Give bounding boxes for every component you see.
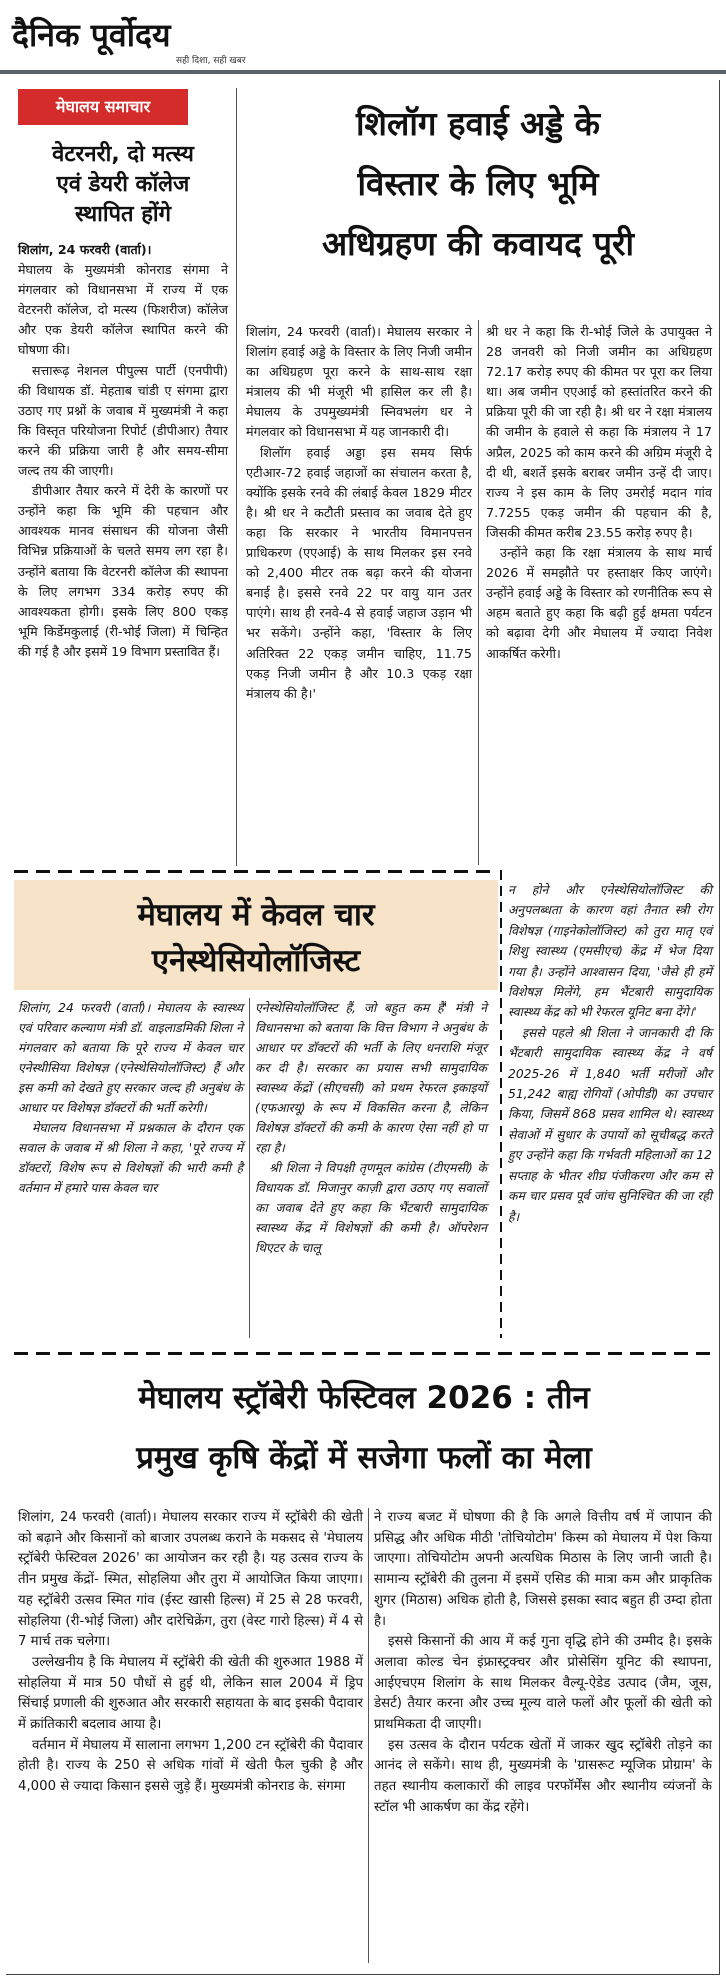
column-rule xyxy=(236,88,237,866)
column-rule xyxy=(478,320,479,865)
masthead-rule xyxy=(0,70,726,74)
masthead xyxy=(0,0,726,74)
story1-dateline: शिलांग, 24 फरवरी (वार्ता)। xyxy=(18,242,152,257)
story1-headline: वेटरनरी, दो मत्स्य एवं डेयरी कॉलेज स्थापित होंगे xyxy=(52,142,194,227)
story2-col1: शिलांग, 24 फरवरी (वार्ता)। मेघालय सरकार ने शिलांग हवाई अड्डे के विस्तार के लिए निजी जमीन का अधिग्रहण पूरा करने के साथ-साथ रक्षा मंत्रालय की भी मंजूरी भी हासिल कर ली है। मेघालय के उपमुख्यमंत्री स्निवभलंग धर ने मंगलवार को विधानसभा में यह जानकारी दी। शिलॉग हवाई अड्डा इस समय सिर्फ एटीआर-72 हवाई जहाजों का संचालन करता है, क्योंकि इसके रनवे की लंबाई केवल 1829 मीटर है। श्री धर ने कटौती प्रस्ताव का जवाब देते हुए कहा कि सरकार ने भारतीय विमानपत्तन प्राधिकरण (एएआई) के साथ मिलकर इस रनवे को 2,400 मीटर तक बढ़ा करने की योजना बनाई है। इससे रनवे 22 पर वायु यान उतर पाएंगे। साथ ही रनवे-4 से हवाई जहाज उड़ान भी भर सकेंगे। उन्होंने कहा, 'विस्तार के लिए अतिरिक्त 22 एकड़ जमीन चाहिए, 11.75 एकड़ निजी जमीन है और 10.3 एकड़ रक्षा मंत्रालय की है।' xyxy=(246,324,472,701)
story3-col3: न होने और एनेस्थेसियोलॉजिस्ट की अनुपलब्धता के कारण वहां तैनात स्त्री रोग विशेषज्ञ (गाइनेकोलॉजिस्ट) को तुरा मातृ एवं शिशु स्वास्थ्य (एमसीएच) केंद्र में भेज दिया गया है। उन्होंने आश्वासन दिया, 'जैसे ही हमें विशेषज्ञ मिलेंगे, हम भैंटबारी सामुदायिक स्वास्थ्य केंद्र को भी रेफरल यूनिट बना देंगे।' इससे पहले श्री शिला ने जानकारी दी कि भैंटबारी सामुदायिक स्वास्थ्य केंद्र ने वर्ष 2025-26 में 1,840 भर्ती मरीजों और 51,242 बाह्य रोगियों (ओपीडी) का उपचार किया, जिसमें 868 प्रसव शामिल थे। स्वास्थ्य सेवाओं में सुधार के उपायों को सूचीबद्ध करते हुए उन्होंने कहा कि गर्भवती महिलाओं का 12 सप्ताह के भीतर शीघ्र पंजीकरण और कम से कम चार प्रसव पूर्व जांच सुनिश्चित की जा रही है। xyxy=(508,883,712,1224)
story4-col2: ने राज्य बजट में घोषणा की है कि अगले वित्तीय वर्ष में जापान की प्रसिद्ध और अधिक मीठी 'तोचियोटोम' किस्म को मेघालय में पेश किया जाएगा। तोचियोटोम अपनी अत्यधिक मिठास के लिए जानी जाती है। सामान्य स्ट्रॉबेरी की तुलना में इसमें एसिड की मात्रा कम और प्राकृतिक शुगर (मिठास) अधिक होती है, जिससे इसका स्वाद बहुत ही उम्दा होता है। इससे किसानों की आय में कई गुना वृद्धि होने की उम्मीद है। इसके अलावा कोल्ड चेन इंफ्रास्ट्रक्चर और प्रोसेसिंग यूनिट की स्थापना, आईएचएम शिलांग के साथ मिलकर वैल्यू-ऐडेड उत्पाद (जैम, जूस, डेसर्ट) तैयार करना और उच्च मूल्य वाले फलों और फूलों की खेती को प्राथमिकता दी जाएगी। इस उत्सव के दौरान पर्यटक खेतों में जाकर खुद स्ट्रॉबेरी तोड़ने का आनंद ले सकेंगे। साथ ही, मुख्यमंत्री के 'ग्रासरूट म्यूजिक प्रोग्राम' के तहत स्थानीय कलाकारों की लाइव परफॉर्मेंस और स्थानीय व्यंजनों के स्टॉल भी आकर्षण का केंद्र रहेंगे। xyxy=(374,1510,712,1815)
story1-body: शिलांग, 24 फरवरी (वार्ता)। मेघालय के मुख्यमंत्री कोनराड संगमा ने मंगलवार को विधानसभा में राज्य में एक वेटरनरी कॉलेज, दो मत्स्य (फिशरीज) कॉलेज और एक डेयरी कॉलेज स्थापित करने की घोषणा की। सत्तारूढ़ नेशनल पीपुल्स पार्टी (एनपीपी) की विधायक डॉ. मेहताब चांडी ए संगमा द्वारा उठाए गए प्रश्नों के जवाब में मुख्यमंत्री ने कहा कि विस्तृत परियोजना रिपोर्ट (डीपीआर) तैयार करने की प्रक्रिया जारी है और समय-सीमा जल्द तय की जाएगी। डीपीआर तैयार करने में देरी के कारणों पर उन्होंने कहा कि भूमि की पहचान और आवश्यक मानव संसाधन की योजना जैसी विभिन्न प्रक्रियाओं के चलते समय लग रहा है। उन्होंने बताया कि वेटरनरी कॉलेज की स्थापना के लिए लगभग 334 करोड़ रुपए की आवश्यकता होगी। इसके लिए 800 एकड़ भूमि किर्डेमकुलाई (री-भोई जिला) में चिन्हित की गई है और इसमें 19 विभाग प्रस्तावित हैं। xyxy=(18,242,228,659)
svg-text:दैनिक पूर्वोदय: दैनिक पूर्वोदय xyxy=(12,16,171,54)
story2-headline: शिलॉग हवाई अड्डे के विस्तार के लिए भूमि अधिग्रहण की कवायद पूरी xyxy=(321,104,635,263)
story3-col2: एनेस्थेसियोलॉजिस्ट हैं, जो बहुत कम हैं' मंत्री ने विधानसभा को बताया कि वित्त विभाग ने अनुबंध के आधार पर डॉक्टरों की भर्ती के लिए धनराशि मंजूर कर दी है। सरकार का प्रयास सभी सामुदायिक स्वास्थ्य केंद्रों (सीएचसी) को प्रथम रेफरल इकाइयों (एफआरयू) के रूप में विकसित करना है, लेकिन विशेषज्ञ डॉक्टरों की कमी के कारण ऐसा नहीं हो पा रहा है। श्री शिला ने विपक्षी तृणमूल कांग्रेस (टीएमसी) के विधायक डॉ. मिजानुर काज़ी द्वारा उठाए गए सवालों का जवाब देते हुए कहा कि भैंटबारी सामुदायिक स्वास्थ्य केंद्र में विशेषज्ञों की कमी है। ऑपरेशन थिएटर के चालू xyxy=(255,1001,487,1255)
column-rule xyxy=(368,1508,369,1963)
masthead-logo xyxy=(0,0,300,70)
section-label: मेघालय समाचार xyxy=(18,89,188,125)
news-page xyxy=(6,80,720,1975)
story3-headline: मेघालय में केवल चार एनेस्थेसियोलॉजिस्ट xyxy=(137,897,375,979)
section-separator xyxy=(14,1352,714,1355)
column-rule-dashed xyxy=(500,870,502,1338)
story4-headline: मेघालय स्ट्रॉबेरी फेस्टिवल 2026 : तीन प्रमुख कृषि केंद्रों में सजेगा फलों का मेला xyxy=(136,1380,592,1476)
story3-col1: शिलांग, 24 फरवरी (वार्ता)। मेघालय के स्वास्थ्य एवं परिवार कल्याण मंत्री डॉ. वाइलाडमिकी शिला ने मंगलवार को बताया कि पूरे राज्य में केवल चार एनेस्थीसिया विशेषज्ञ (एनेस्थेसियोलॉजिस्ट) हैं और इस कमी को देखते हुए सरकार जल्द ही अनुबंध के आधार पर विशेषज्ञ डॉक्टरों की भर्ती करेगी। मेघालय विधानसभा में प्रश्नकाल के दौरान एक सवाल के जवाब में श्री शिला ने कहा, 'पूरे राज्य में डॉक्टरों, विशेष रूप से विशेषज्ञों की भारी कमी है वर्तमान में हमारे पास केवल चार xyxy=(18,1001,243,1195)
story4-col1: शिलांग, 24 फरवरी (वार्ता)। मेघालय सरकार राज्य में स्ट्रॉबेरी की खेती को बढ़ाने और किसानों को बाजार उपलब्ध कराने के मकसद से 'मेघालय स्ट्रॉबेरी फेस्टिवल 2026' का आयोजन कर रही है। यह उत्सव राज्य के तीन प्रमुख केंद्रों- स्मित, सोहलिया और तुरा में आयोजित किया जाएगा। यह स्ट्रॉबेरी उत्सव स्मित गांव (ईस्ट खासी हिल्स) में 25 से 28 फरवरी, सोहलिया (री-भोई जिला) और दारेचिक्रेंग, तुरा (वेस्ट गारो हिल्स) में 4 से 7 मार्च तक चलेगा। उल्लेखनीय है कि मेघालय में स्ट्रॉबेरी की खेती की शुरुआत 1988 में सोहलिया में मात्र 50 पौधों से हुई थी, लेकिन साल 2004 में ड्रिप सिंचाई प्रणाली की शुरुआत और सरकारी सहायता के बाद इसकी पैदावार में क्रांतिकारी बदलाव आया है। वर्तमान में मेघालय में सालाना लगभग 1,200 टन स्ट्रॉबेरी की पैदावार होती है। राज्य के 250 से अधिक गांवों में खेती फैल चुकी है और 4,000 से ज्यादा किसान इससे जुड़े हैं। मुख्यमंत्री कोनराड के. संगमा xyxy=(18,1510,363,1795)
story2-col2: श्री धर ने कहा कि री-भोई जिले के उपायुक्त ने 28 जनवरी को निजी जमीन का अधिग्रहण 72.17 करोड़ रुपए की कीमत पर पूरा कर लिया था। अब जमीन एएआई को हस्तांतरित करने की प्रक्रिया पूरी की जा रही है। श्री धर ने रक्षा मंत्रालय की जमीन के हवाले से कहा कि मंत्रालय ने 17 अप्रैल, 2025 को काम करने की अग्रिम मंजूरी दे दी थी, बशर्ते इसके बराबर जमीन उन्हें दी जाए। राज्य ने इस काम के लिए उमरोई मदान गांव 7.7255 एकड़ जमीन की पहचान की है, जिसकी कीमत करीब 23.55 करोड़ रुपए है। उन्होंने कहा कि रक्षा मंत्रालय के साथ मार्च 2026 में समझौते पर हस्ताक्षर किए जाएंगे। उन्होंने हवाई अड्डे के विस्तार को रणनीतिक रूप से अहम बताते हुए कहा कि बढ़ी हुई क्षमता पर्यटन को बढ़ावा देगी और मेघालय में ज्यादा निवेश आकर्षित करेगी। xyxy=(486,324,712,661)
section-separator xyxy=(14,870,498,873)
column-rule xyxy=(249,998,250,1338)
svg-text:सही दिशा, सही खबर: सही दिशा, सही खबर xyxy=(176,56,246,66)
